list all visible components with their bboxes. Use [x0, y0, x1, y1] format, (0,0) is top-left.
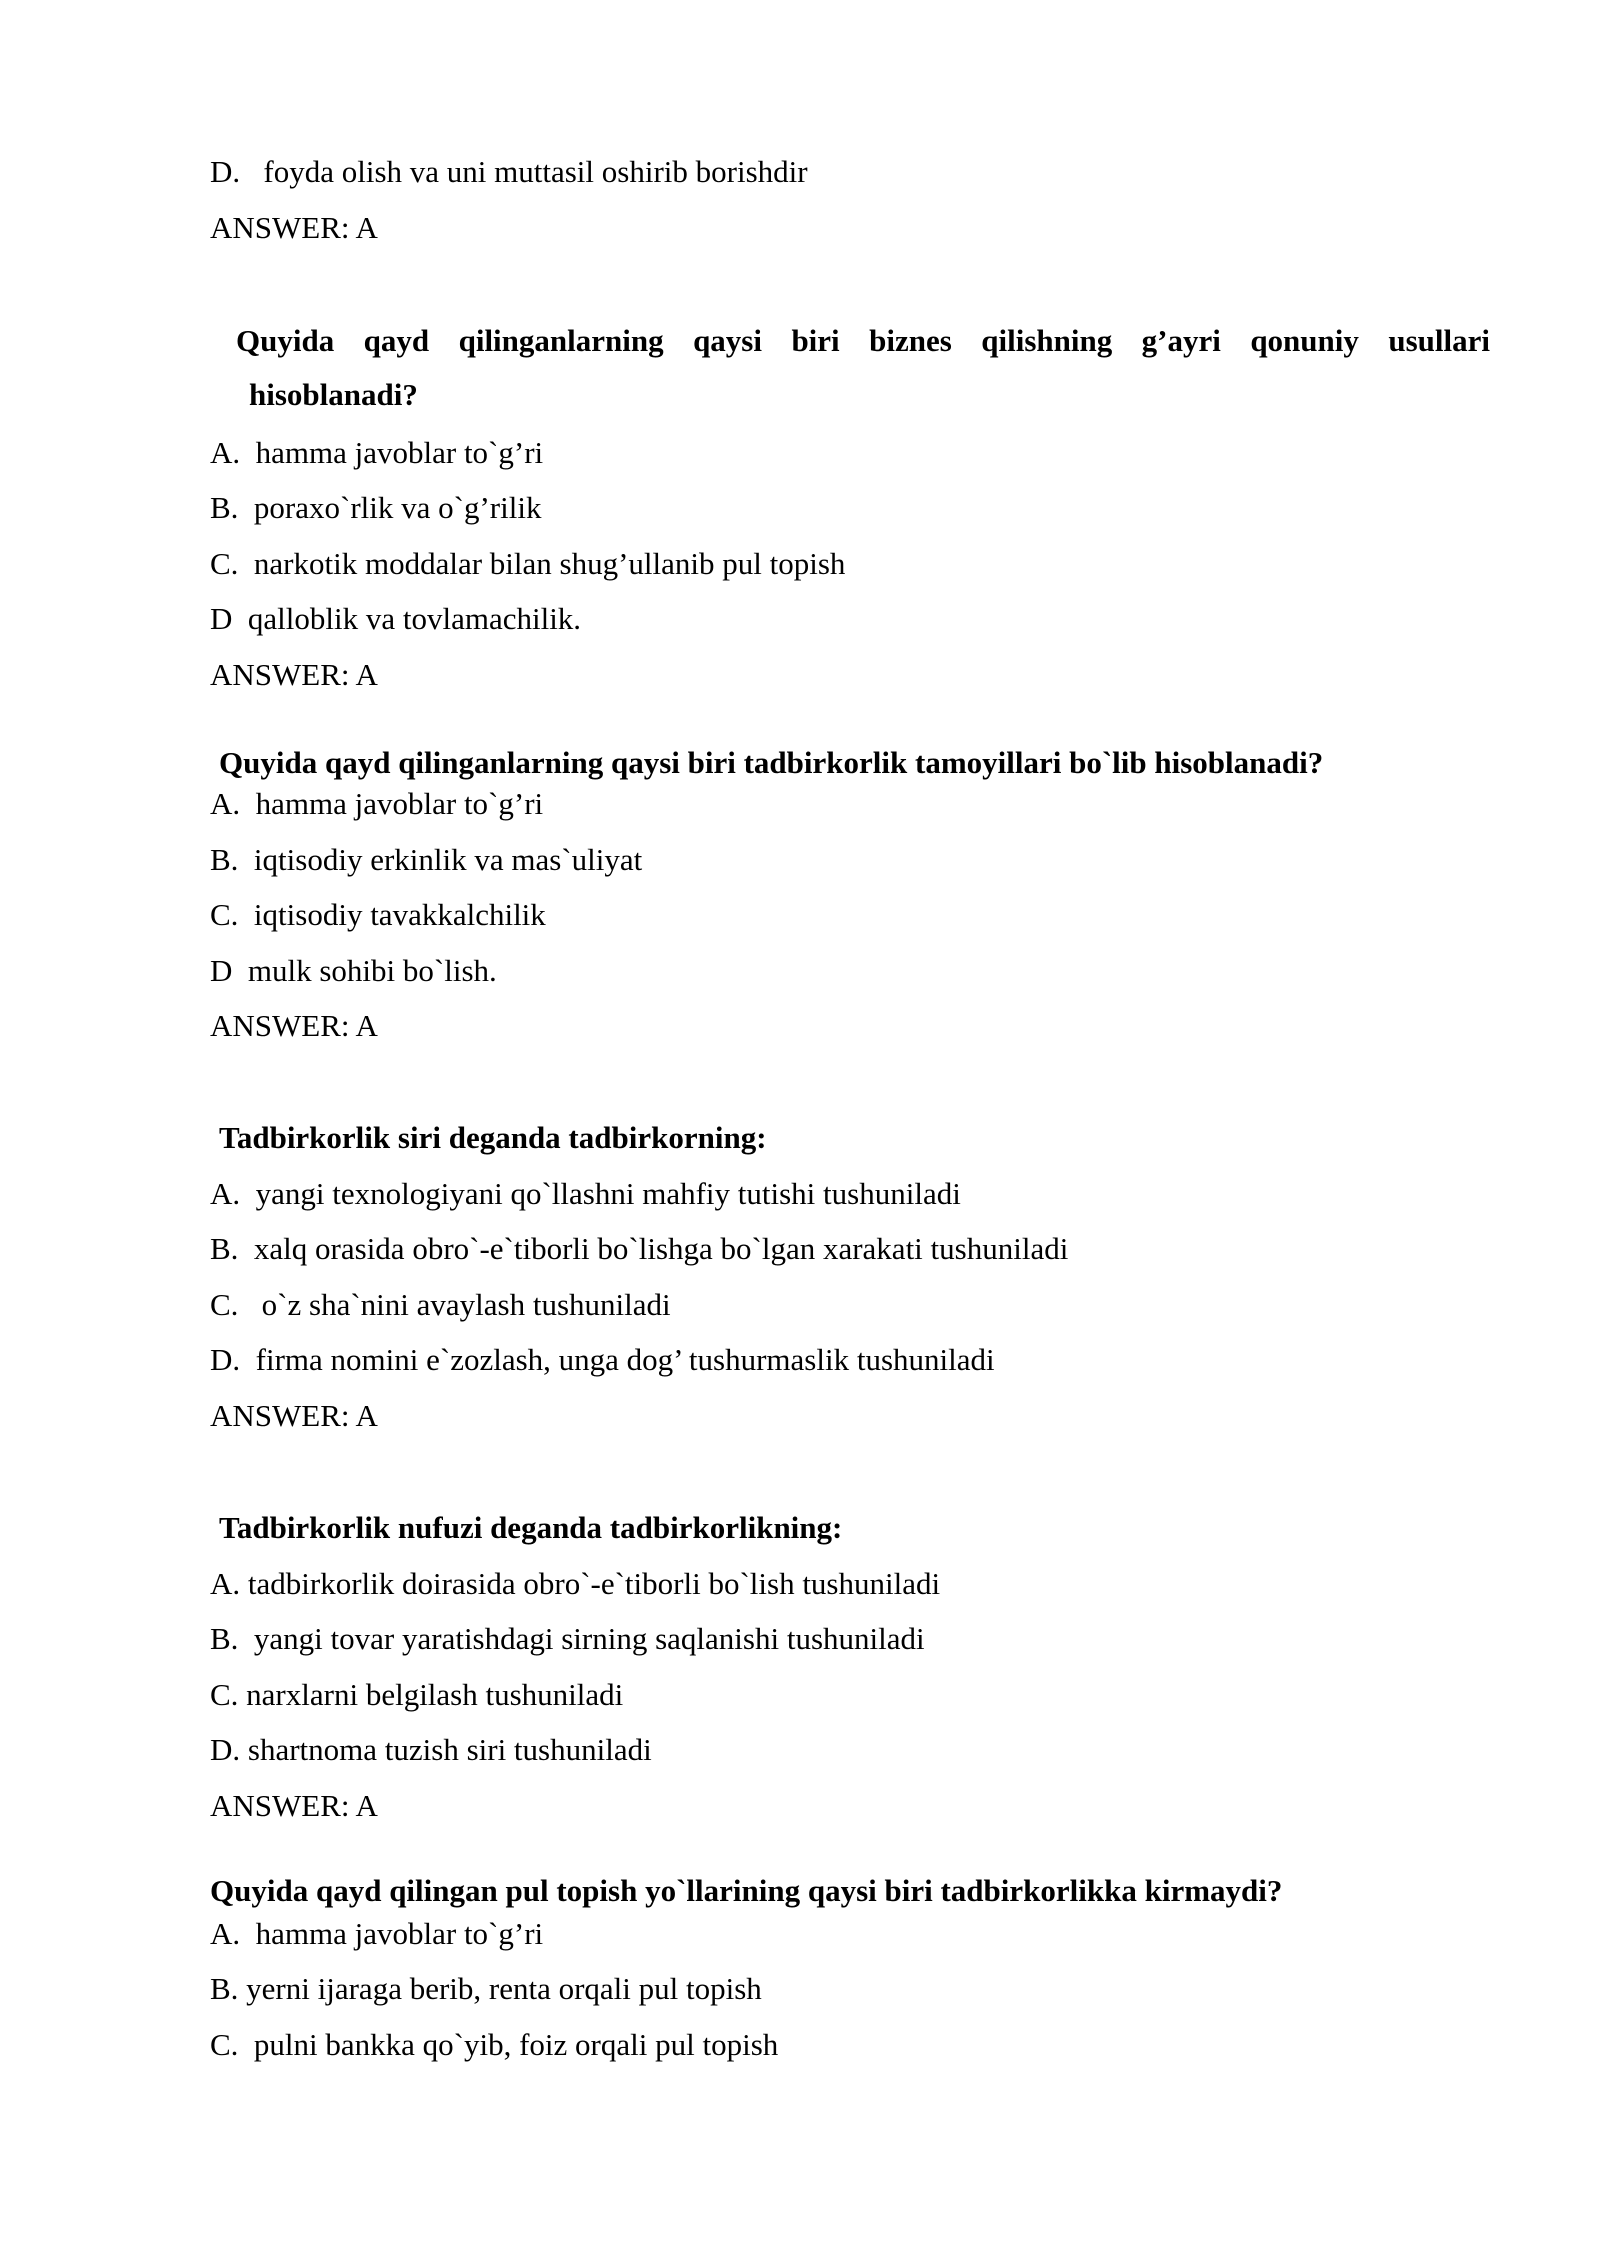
option-a: A. hamma javoblar to`g’ri [210, 1916, 544, 1951]
option-d: D. firma nomini e`zozlash, unga dog’ tushurmaslik tushuniladi [210, 1342, 995, 1377]
option-b: B. poraxo`rlik va o`g’rilik [210, 490, 542, 525]
option-c: C. narkotik moddalar bilan shug’ullanib pul topish [210, 546, 846, 581]
option-d: D. shartnoma tuzish siri tushuniladi [210, 1732, 652, 1767]
option-d: D mulk sohibi bo`lish. [210, 953, 497, 988]
answer-line: ANSWER: A [210, 210, 378, 245]
option-c: C. o`z sha`nini avaylash tushuniladi [210, 1287, 671, 1322]
option-a: A. yangi texnologiyani qo`llashni mahfiy tutishi tushuniladi [210, 1176, 961, 1211]
question-text-continued: hisoblanadi? [249, 377, 418, 412]
answer-line: ANSWER: A [210, 657, 378, 692]
option-b: B. yerni ijaraga berib, renta orqali pul topish [210, 1971, 762, 2006]
question-text: Quyida qayd qilinganlarning qaysi biri tadbirkorlik tamoyillari bo`lib hisoblanadi? [219, 745, 1324, 780]
option-b: B. xalq orasida obro`-e`tiborli bo`lishga bo`lgan xarakati tushuniladi [210, 1231, 1069, 1266]
option-c: C. iqtisodiy tavakkalchilik [210, 897, 546, 932]
question-text: Quyida qayd qilingan pul topish yo`llarining qaysi biri tadbirkorlikka kirmaydi? [210, 1873, 1283, 1908]
option-d: D qalloblik va tovlamachilik. [210, 601, 582, 636]
question-text: Tadbirkorlik siri deganda tadbirkorning: [219, 1120, 767, 1155]
answer-line: ANSWER: A [210, 1788, 378, 1823]
answer-line: ANSWER: A [210, 1398, 378, 1433]
option-a: A. tadbirkorlik doirasida obro`-e`tiborli bo`lish tushuniladi [210, 1566, 941, 1601]
option-c: C. narxlarni belgilash tushuniladi [210, 1677, 624, 1712]
question-text: Quyida qayd qilinganlarning qaysi biri biznes qilishning g’ayri qonuniy usullari [236, 323, 1490, 358]
answer-line: ANSWER: A [210, 1008, 378, 1043]
option-b: B. yangi tovar yaratishdagi sirning saqlanishi tushuniladi [210, 1621, 925, 1656]
option-b: B. iqtisodiy erkinlik va mas`uliyat [210, 842, 643, 877]
option-c: C. pulni bankka qo`yib, foiz orqali pul topish [210, 2027, 779, 2062]
option-a: A. hamma javoblar to`g’ri [210, 786, 544, 821]
question-text: Tadbirkorlik nufuzi deganda tadbirkorlikning: [219, 1510, 843, 1545]
option-a: A. hamma javoblar to`g’ri [210, 435, 544, 470]
option-d: D. foyda olish va uni muttasil oshirib borishdir [210, 154, 808, 189]
